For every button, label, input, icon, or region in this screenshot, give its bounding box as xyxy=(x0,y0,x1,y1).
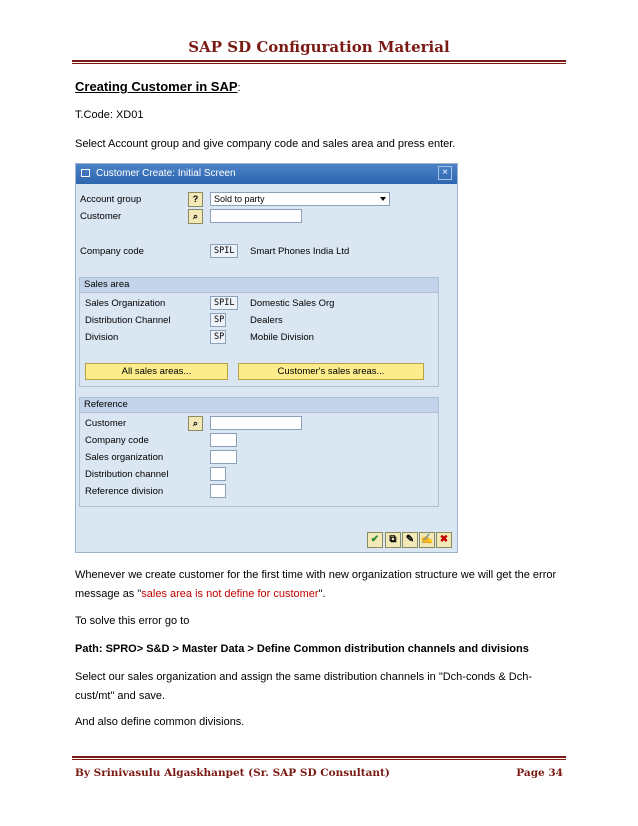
sales-org-label: Sales Organization xyxy=(85,298,166,309)
footer-rule-thick xyxy=(72,756,566,758)
ref-division-input[interactable] xyxy=(210,484,226,498)
sales-area-group xyxy=(79,277,439,387)
sap-dialog-window xyxy=(75,163,458,553)
company-code-label: Company code xyxy=(80,246,144,257)
ref-dist-channel-label: Distribution channel xyxy=(85,469,169,480)
ref-company-code-label: Company code xyxy=(85,435,149,446)
section-title xyxy=(75,79,241,94)
sales-org-description: Domestic Sales Org xyxy=(250,298,335,309)
ref-sales-org-label: Sales organization xyxy=(85,452,164,463)
document-header-title: SAP SD Configuration Material xyxy=(188,38,450,56)
path-label: Path xyxy=(75,643,99,655)
dist-channel-description: Dealers xyxy=(250,315,283,326)
company-code-field[interactable]: SPIL xyxy=(210,244,238,258)
ref-sales-org-input[interactable] xyxy=(210,450,237,464)
sap-dialog-title: Customer Create: Initial Screen xyxy=(96,168,236,179)
para1-text: Whenever we create customer for the first time with new organization structure we will get the error message as " xyxy=(75,569,557,600)
ref-customer-search-icon[interactable]: ⌕ xyxy=(188,416,203,431)
copy-icon[interactable]: ⧉ xyxy=(385,532,401,548)
header-rule-thin xyxy=(72,63,566,64)
instruction-line: Select Account group and give company code and sales area and press enter. xyxy=(75,138,456,150)
para1-end: ". xyxy=(318,588,326,600)
path-value: : SPRO> S&D > Master Data > Define Common distribution channels and divisions xyxy=(98,643,529,655)
sales-org-field[interactable]: SPIL xyxy=(210,296,238,310)
all-sales-areas-button[interactable]: All sales areas... xyxy=(85,363,228,380)
section-title-text: Creating Customer in SAP xyxy=(75,79,238,94)
company-code-description: Smart Phones India Ltd xyxy=(250,246,350,257)
close-icon[interactable]: × xyxy=(438,166,452,180)
paragraph-error-explanation xyxy=(75,566,563,604)
division-field[interactable]: SP xyxy=(210,330,226,344)
account-group-value: Sold to party xyxy=(214,194,265,204)
dist-channel-field[interactable]: SP xyxy=(210,313,226,327)
sign-icon[interactable]: ✍ xyxy=(419,532,435,548)
tcode-line: T.Code: XD01 xyxy=(75,109,144,121)
section-title-colon: : xyxy=(237,82,241,94)
reference-group-title: Reference xyxy=(80,398,438,413)
ref-customer-label: Customer xyxy=(85,418,127,429)
header-rule-thick xyxy=(72,60,566,62)
cancel-icon[interactable]: ✖ xyxy=(436,532,452,548)
customer-search-icon[interactable]: ⌕ xyxy=(188,209,203,224)
account-group-label: Account group xyxy=(80,194,142,205)
window-icon xyxy=(81,169,90,177)
footer-rule-thin xyxy=(72,759,566,760)
footer-page-number: Page 34 xyxy=(516,767,563,779)
paragraph-assign: Select our sales organization and assign the same distribution channels in "Dch-conds & Dch-cust/mt" and save. xyxy=(75,671,532,702)
paragraph-solve: To solve this error go to xyxy=(75,615,190,627)
ref-dist-channel-input[interactable] xyxy=(210,467,226,481)
ref-customer-input[interactable] xyxy=(210,416,302,430)
customer-input[interactable] xyxy=(210,209,302,223)
customer-sales-areas-button[interactable]: Customer's sales areas... xyxy=(238,363,424,380)
ref-division-label: Reference division xyxy=(85,486,164,497)
sap-dialog-titlebar xyxy=(76,164,457,184)
reference-group xyxy=(79,397,439,507)
path-line xyxy=(75,640,563,659)
division-label: Division xyxy=(85,332,119,343)
continue-check-icon[interactable]: ✔ xyxy=(367,532,383,548)
paragraph-divisions: And also define common divisions. xyxy=(75,716,245,728)
footer-author: By Srinivasulu Algaskhanpet (Sr. SAP SD Consultant) xyxy=(75,767,390,779)
division-description: Mobile Division xyxy=(250,332,314,343)
chevron-down-icon xyxy=(380,197,386,201)
sales-area-group-title: Sales area xyxy=(80,278,438,293)
customer-label: Customer xyxy=(80,211,122,222)
account-group-help-icon[interactable]: ? xyxy=(188,192,203,207)
ref-company-code-input[interactable] xyxy=(210,433,237,447)
account-group-dropdown[interactable] xyxy=(210,192,390,206)
edit-pencil-icon[interactable]: ✎ xyxy=(402,532,418,548)
error-message-text: sales area is not define for customer xyxy=(141,588,319,600)
dist-channel-label: Distribution Channel xyxy=(85,315,171,326)
